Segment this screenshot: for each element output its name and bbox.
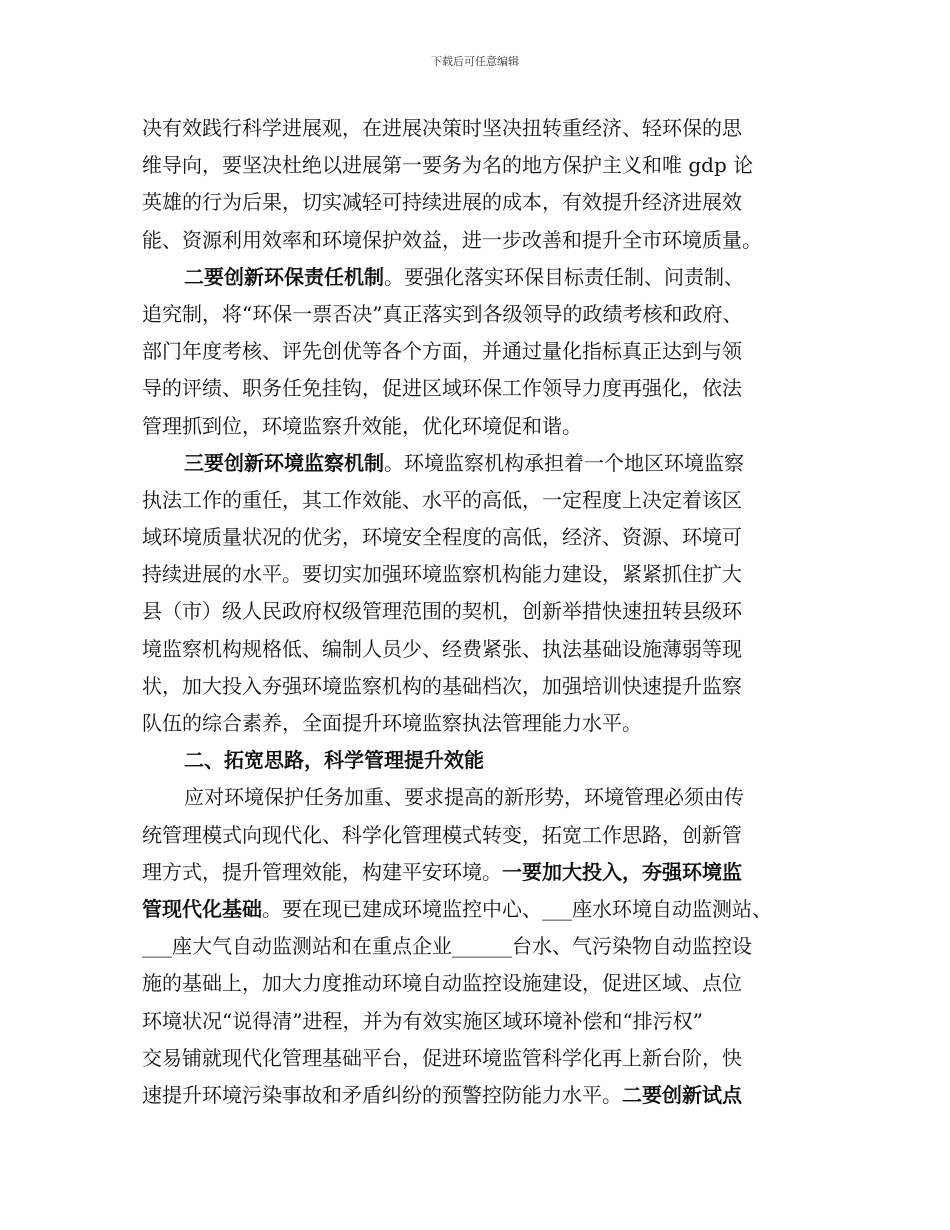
text-segment: 交易铺就现代化管理基础平台，促进环境监管科学化再上新台阶，快 bbox=[142, 1045, 742, 1070]
text-segment: 。要在现已建成环境监控中心、___座水环境自动监测站、 bbox=[262, 896, 772, 921]
text-segment: 应对环境保护任务加重、要求提高的新形势，环境管理必须由传 bbox=[184, 785, 744, 810]
text-line bbox=[142, 593, 822, 630]
text-segment: 英雄的行为后果，切实减轻可持续进展的成本，有效提升经济进展效 bbox=[142, 190, 742, 215]
text-segment: 环境状况“说得清”进程，并为有效实施区域环境补偿和“排污权” bbox=[142, 1008, 703, 1033]
text-line bbox=[142, 965, 822, 1002]
text-segment: 维导向，要坚决杜绝以进展第一要务为名的地方保护主义和唯 gdp 论 bbox=[142, 153, 754, 178]
text-line bbox=[142, 147, 822, 184]
text-line bbox=[142, 110, 822, 147]
text-line bbox=[142, 259, 822, 296]
text-segment: 理方式，提升管理效能，构建平安环境。 bbox=[142, 859, 502, 884]
text-line bbox=[142, 482, 822, 519]
bold-text-segment: 管现代化基础 bbox=[142, 896, 262, 921]
text-line bbox=[142, 779, 822, 816]
text-line bbox=[142, 817, 822, 854]
text-segment: 境监察机构规格低、编制人员少、经费紧张、执法基础设施薄弱等现 bbox=[142, 636, 742, 661]
text-line bbox=[142, 519, 822, 556]
bold-text-segment: 三要创新环境监察机制 bbox=[184, 450, 384, 475]
text-line bbox=[142, 222, 822, 259]
document-body bbox=[142, 110, 822, 1114]
text-segment: 县（市）级人民政府权级管理范围的契机，创新举措快速扭转县级环 bbox=[142, 599, 742, 624]
text-segment: 持续进展的水平。要切实加强环境监察机构能力建设，紧紧抓住扩大 bbox=[142, 562, 742, 587]
text-line bbox=[142, 333, 822, 370]
text-line bbox=[142, 1003, 822, 1040]
text-segment: ___座大气自动监测站和在重点企业______台水、气污染物自动监控设 bbox=[142, 934, 752, 959]
text-segment: 追究制，将“环保一票否决”真正落实到各级领导的政绩考核和政府、 bbox=[142, 301, 743, 326]
text-segment: 域环境质量状况的优劣，环境安全程度的高低，经济、资源、环境可 bbox=[142, 525, 742, 550]
text-line bbox=[142, 1040, 822, 1077]
text-segment: 部门年度考核、评先创优等各个方面，并通过量化指标真正达到与领 bbox=[142, 339, 742, 364]
text-line bbox=[142, 296, 822, 333]
text-line bbox=[142, 445, 822, 482]
text-line bbox=[142, 631, 822, 668]
text-segment: 管理抓到位，环境监察升效能，优化环境促和谐。 bbox=[142, 413, 582, 438]
bold-text-segment: 二要创新环保责任机制 bbox=[184, 264, 384, 289]
text-segment: 导的评绩、职务任免挂钩，促进区域环保工作领导力度再强化，依法 bbox=[142, 376, 742, 401]
bold-text-segment: 二、拓宽思路，科学管理提升效能 bbox=[184, 748, 484, 773]
text-line bbox=[142, 408, 822, 445]
text-line bbox=[142, 1077, 822, 1114]
text-line bbox=[142, 742, 822, 779]
page-header: 下载后可任意编辑 bbox=[431, 55, 519, 68]
bold-text-segment: 一要加大投入，夯强环境监 bbox=[502, 859, 742, 884]
text-line bbox=[142, 705, 822, 742]
text-segment: 速提升环境污染事故和矛盾纠纷的预警控防能力水平。 bbox=[142, 1082, 622, 1107]
text-segment: 队伍的综合素养，全面提升环境监察执法管理能力水平。 bbox=[142, 711, 642, 735]
text-segment: 决有效践行科学进展观，在进展决策时坚决扭转重经济、轻环保的思 bbox=[142, 116, 742, 140]
text-line bbox=[142, 928, 822, 965]
text-line bbox=[142, 556, 822, 593]
text-segment: 能、资源利用效率和环境保护效益，进一步改善和提升全市环境质量。 bbox=[142, 227, 762, 252]
text-line bbox=[142, 370, 822, 407]
text-segment: 。要强化落实环保目标责任制、问责制、 bbox=[384, 264, 744, 289]
bold-text-segment: 二要创新试点 bbox=[622, 1082, 742, 1107]
text-segment: 施的基础上，加大力度推动环境自动监控设施建设，促进区域、点位 bbox=[142, 971, 742, 996]
text-line bbox=[142, 854, 822, 891]
text-line bbox=[142, 184, 822, 221]
text-segment: 执法工作的重任，其工作效能、水平的高低，一定程度上决定着该区 bbox=[142, 487, 742, 512]
text-segment: 状，加大投入夯强环境监察机构的基础档次，加强培训快速提升监察 bbox=[142, 673, 742, 698]
text-segment: 统管理模式向现代化、科学化管理模式转变，拓宽工作思路，创新管 bbox=[142, 822, 742, 847]
text-line bbox=[142, 891, 822, 928]
text-line bbox=[142, 668, 822, 705]
text-segment: 。环境监察机构承担着一个地区环境监察 bbox=[384, 450, 744, 475]
